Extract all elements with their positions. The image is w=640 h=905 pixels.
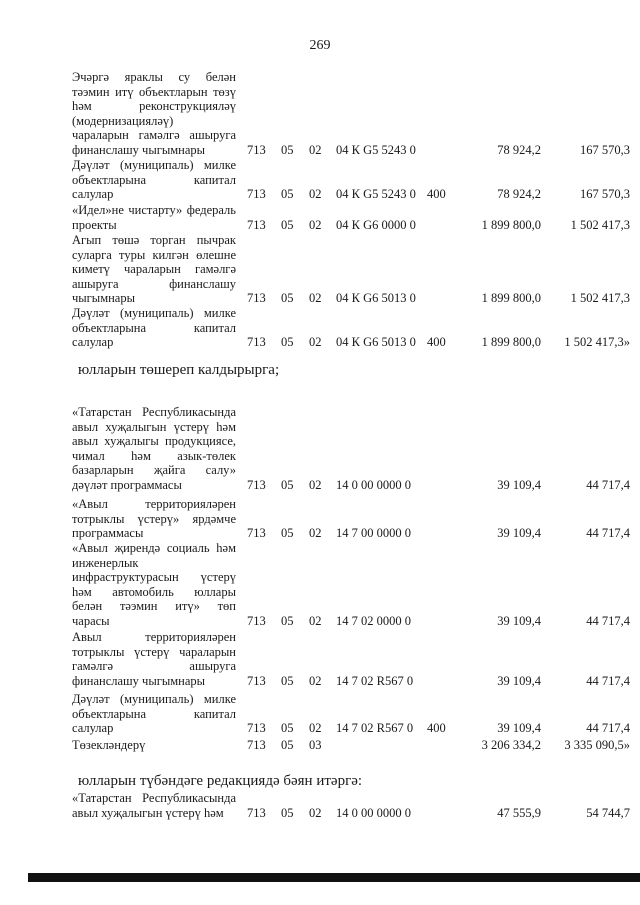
sum-year-1: 3 206 334,2 xyxy=(481,738,541,752)
section-code: 05 xyxy=(281,187,294,202)
sum-year-2: 44 717,4 xyxy=(586,614,630,628)
row-name-line: тәэмин итү объектларын төзү xyxy=(72,84,236,99)
sum-year-1: 39 109,4 xyxy=(497,526,541,541)
expense-type-code: 400 xyxy=(427,335,446,350)
subsection-code: 02 xyxy=(309,673,322,688)
sum-year-1: 1 899 800,0 xyxy=(481,335,541,350)
row-name-line: «Идел»не чистарту» федераль xyxy=(72,203,236,217)
sum-year-2: 54 744,7 xyxy=(586,805,630,820)
section-code: 05 xyxy=(281,291,294,306)
subsection-code: 02 xyxy=(309,805,322,820)
row-name xyxy=(72,233,236,306)
ministry-code: 713 xyxy=(247,143,266,157)
target-code: 14 7 02 R567 0 xyxy=(336,721,414,736)
instruction-delete: юлларын төшереп калдырырга; xyxy=(78,362,280,378)
target-code: 04 К G6 5013 0 xyxy=(336,291,416,306)
section-code: 05 xyxy=(281,805,294,820)
row-name xyxy=(72,630,236,688)
row-name-line: Төзекләндерү xyxy=(72,738,146,752)
sum-year-1: 39 109,4 xyxy=(497,721,541,736)
row-name-line: салулар xyxy=(72,187,114,202)
section-code: 05 xyxy=(281,478,294,492)
row-name-line: финанслашу чыгымнары xyxy=(72,142,206,157)
row-name-line: инфраструктурасын үстерү xyxy=(72,570,236,585)
ministry-code: 713 xyxy=(247,673,266,688)
expense-type-code: 400 xyxy=(427,721,446,736)
ministry-code: 713 xyxy=(247,805,266,820)
ministry-code: 713 xyxy=(247,217,266,232)
subsection-code: 02 xyxy=(309,291,322,306)
row-name-line: «Авыл җирендә социаль һәм xyxy=(72,541,236,555)
row-name-line: тотрыклы үстерү чараларын xyxy=(72,644,236,659)
row-name-line: дәүләт программасы xyxy=(72,477,182,492)
row-name-line: чимал һәм азык-төлек xyxy=(72,448,236,463)
sum-year-2: 44 717,4 xyxy=(586,673,630,688)
ministry-code: 713 xyxy=(247,335,266,350)
row-name-line: инженерлык xyxy=(72,555,139,570)
sum-year-1: 39 109,4 xyxy=(497,614,541,628)
ministry-code: 713 xyxy=(247,721,266,736)
row-name-line: чараларын гамәлгә ашыруга xyxy=(72,128,236,143)
row-name-line: (модернизацияләү) xyxy=(72,113,174,128)
row-name-line: «Татарстан Республикасында xyxy=(72,405,236,419)
ministry-code: 713 xyxy=(247,526,266,541)
row-name xyxy=(72,791,236,820)
row-name-line: программасы xyxy=(72,526,144,541)
target-code: 14 7 02 0000 0 xyxy=(336,614,411,628)
sum-year-1: 39 109,4 xyxy=(497,478,541,492)
row-name-line: чарасы xyxy=(72,613,110,628)
subsection-code: 02 xyxy=(309,217,322,232)
sum-year-1: 39 109,4 xyxy=(497,673,541,688)
sum-year-2: 3 335 090,5» xyxy=(564,738,630,752)
subsection-code: 02 xyxy=(309,335,322,350)
row-name-line: объектларына капитал xyxy=(72,706,236,721)
row-name xyxy=(72,405,236,493)
target-code: 04 К G5 5243 0 xyxy=(336,187,416,202)
row-name-line: Дәүләт (муниципаль) милке xyxy=(72,692,236,706)
row-name xyxy=(72,497,236,541)
sum-year-2: 1 502 417,3» xyxy=(564,335,630,350)
target-code: 04 К G5 5243 0 xyxy=(336,143,416,157)
row-name-line: Дәүләт (муниципаль) милке xyxy=(72,158,236,172)
section-code: 05 xyxy=(281,335,294,350)
row-name xyxy=(72,692,236,736)
sum-year-1: 78 924,2 xyxy=(497,187,541,202)
section-code: 05 xyxy=(281,143,294,157)
section-code: 05 xyxy=(281,614,294,628)
expense-type-code: 400 xyxy=(427,187,446,202)
row-name-line: Авыл территорияләрен xyxy=(72,630,236,644)
row-name xyxy=(72,203,236,232)
row-name xyxy=(72,738,236,753)
row-name-line: киметү чараларын гамәлгә xyxy=(72,262,236,277)
sum-year-1: 47 555,9 xyxy=(497,805,541,820)
subsection-code: 02 xyxy=(309,526,322,541)
subsection-code: 03 xyxy=(309,738,322,752)
row-name-line: Агып төшә торган пычрак xyxy=(72,233,236,247)
row-name-line: ашыруга финанслашу xyxy=(72,276,236,291)
row-name-line: Дәүләт (муниципаль) милке xyxy=(72,306,236,320)
sum-year-2: 44 717,4 xyxy=(586,526,630,541)
sum-year-1: 78 924,2 xyxy=(497,143,541,157)
row-name xyxy=(72,158,236,202)
ministry-code: 713 xyxy=(247,614,266,628)
row-name xyxy=(72,541,236,629)
section-code: 05 xyxy=(281,673,294,688)
target-code: 14 7 00 0000 0 xyxy=(336,526,411,541)
row-name-line: Эчәргә яраклы су белән xyxy=(72,70,236,84)
row-name-line: һәм автомобиль юллары xyxy=(72,584,236,599)
row-name-line: чыгымнары xyxy=(72,291,136,306)
sum-year-2: 44 717,4 xyxy=(586,721,630,736)
section-code: 05 xyxy=(281,217,294,232)
row-name-line: объектларына капитал xyxy=(72,172,236,187)
row-name-line: объектларына капитал xyxy=(72,320,236,335)
sum-year-2: 1 502 417,3 xyxy=(570,291,630,306)
row-name-line: авыл хуҗалыгын үстерү һәм xyxy=(72,419,236,434)
row-name-line: авыл хуҗалыгын үстерү һәм xyxy=(72,805,224,820)
ministry-code: 713 xyxy=(247,478,266,492)
row-name-line: проекты xyxy=(72,217,117,232)
ministry-code: 713 xyxy=(247,187,266,202)
section-code: 05 xyxy=(281,721,294,736)
row-name-line: салулар xyxy=(72,335,114,350)
sum-year-2: 1 502 417,3 xyxy=(570,217,630,232)
section-code: 05 xyxy=(281,526,294,541)
row-name-line: гамәлгә ашыруга xyxy=(72,659,236,674)
row-name-line: салулар xyxy=(72,721,114,736)
ministry-code: 713 xyxy=(247,291,266,306)
section-code: 05 xyxy=(281,738,294,752)
sum-year-1: 1 899 800,0 xyxy=(481,291,541,306)
target-code: 04 К G6 5013 0 xyxy=(336,335,416,350)
subsection-code: 02 xyxy=(309,187,322,202)
row-name-line: һәм реконструкцияләү xyxy=(72,99,236,114)
target-code: 04 К G6 0000 0 xyxy=(336,217,416,232)
subsection-code: 02 xyxy=(309,721,322,736)
sum-year-2: 167 570,3 xyxy=(580,187,630,202)
sum-year-2: 44 717,4 xyxy=(586,478,630,492)
target-code: 14 0 00 0000 0 xyxy=(336,805,411,820)
row-name-line: белән тәэмин итү» төп xyxy=(72,599,236,614)
sum-year-1: 1 899 800,0 xyxy=(481,217,541,232)
row-name-line: «Татарстан Республикасында xyxy=(72,791,236,805)
row-name-line: финанслашу чыгымнары xyxy=(72,673,206,688)
subsection-code: 02 xyxy=(309,143,322,157)
row-name-line: базарларын җайга салу» xyxy=(72,463,236,478)
row-name-line: авыл хуҗалыгы продукциясе, xyxy=(72,434,236,449)
row-name xyxy=(72,306,236,350)
subsection-code: 02 xyxy=(309,478,322,492)
target-code: 14 0 00 0000 0 xyxy=(336,478,411,492)
instruction-replace: юлларын түбәндәге редакциядә бәян итәргә: xyxy=(78,773,363,789)
sum-year-2: 167 570,3 xyxy=(580,143,630,157)
ministry-code: 713 xyxy=(247,738,266,752)
scan-border-bar xyxy=(28,873,640,882)
target-code: 14 7 02 R567 0 xyxy=(336,673,414,688)
page-number: 269 xyxy=(309,38,331,53)
row-name-line: «Авыл территорияләрен xyxy=(72,497,236,511)
row-name-line: суларга туры килгән өлешне xyxy=(72,247,236,262)
row-name xyxy=(72,70,236,158)
row-name-line: тотрыклы үстерү» ярдәмче xyxy=(72,511,236,526)
subsection-code: 02 xyxy=(309,614,322,628)
